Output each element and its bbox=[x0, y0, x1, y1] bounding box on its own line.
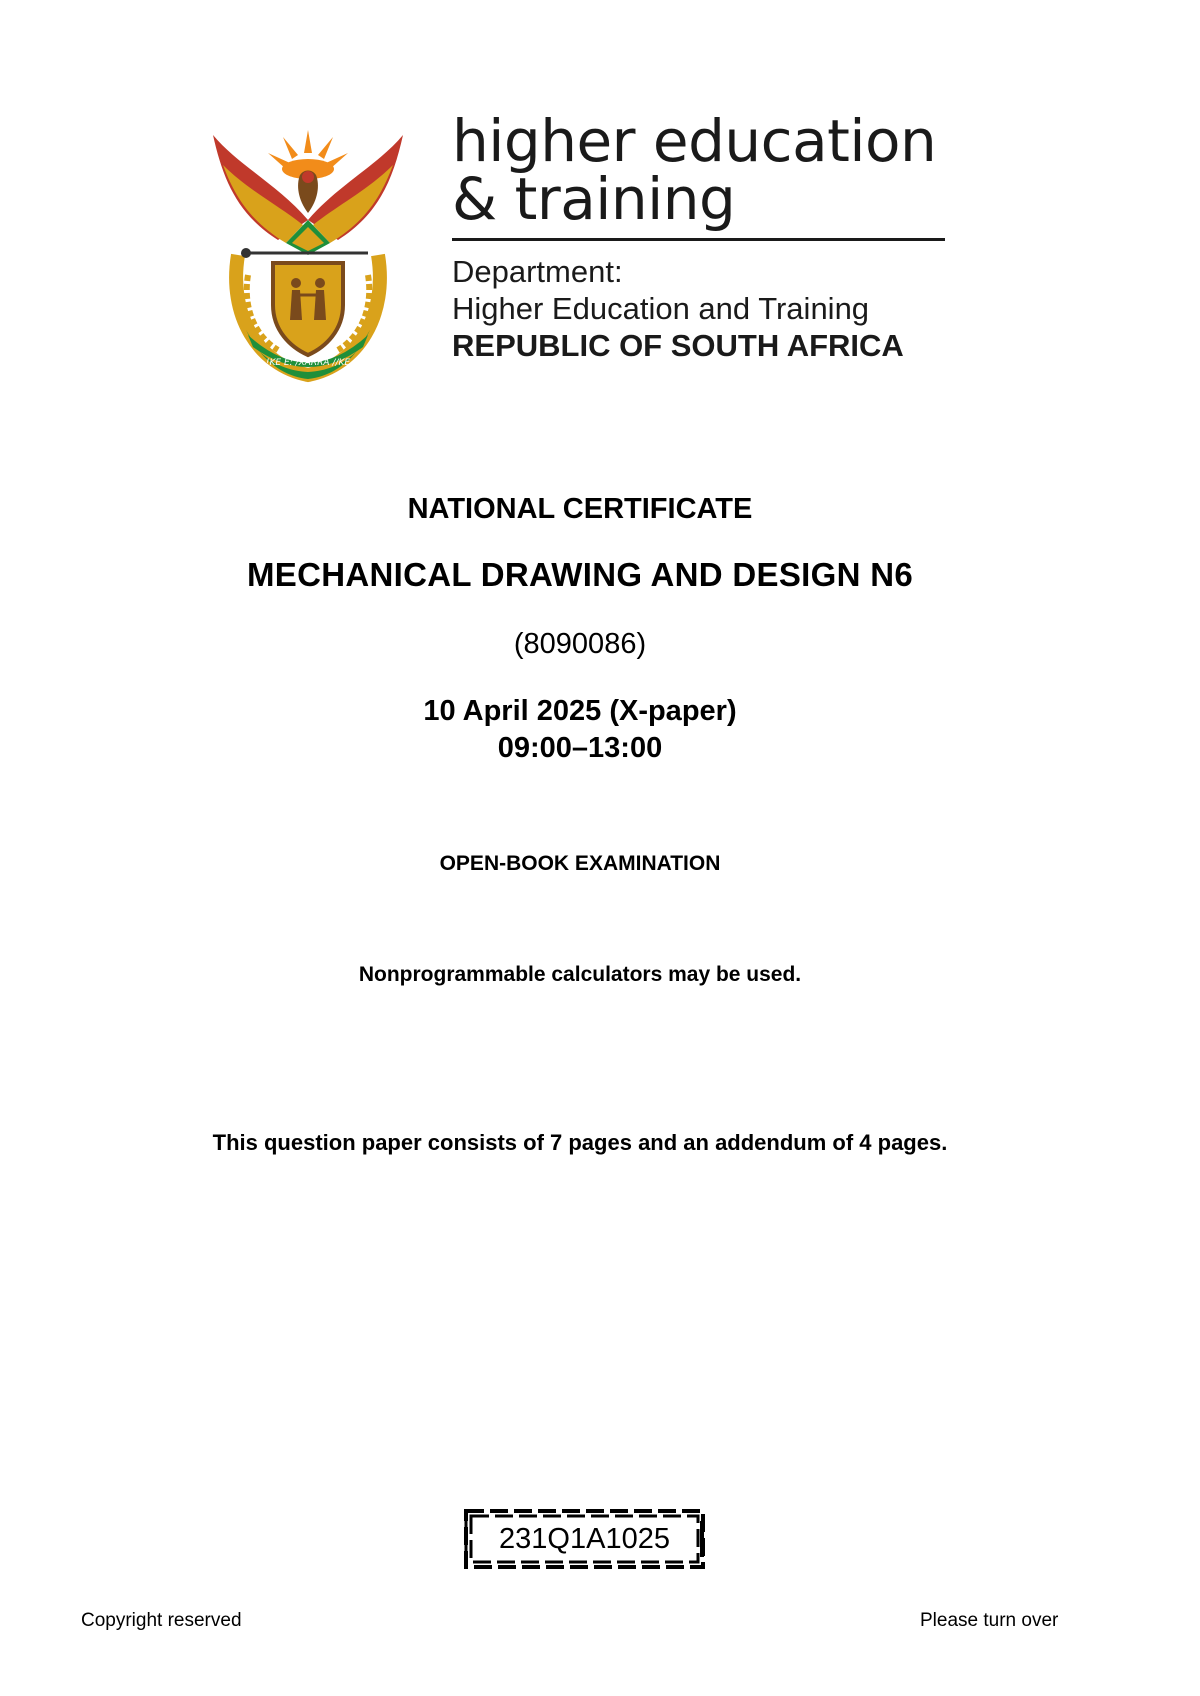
brand-title-line2: & training bbox=[452, 165, 736, 233]
coat-of-arms-logo bbox=[208, 125, 408, 387]
paper-code-stamp bbox=[462, 1507, 707, 1571]
paper-code: 231Q1A1025 bbox=[499, 1523, 670, 1555]
brand-title-line1: higher education bbox=[452, 107, 937, 175]
subject-title: MECHANICAL DRAWING AND DESIGN N6 bbox=[247, 556, 913, 593]
copyright-notice: Copyright reserved bbox=[81, 1610, 242, 1631]
subject-code: (8090086) bbox=[513, 628, 647, 660]
calculator-note: Nonprogrammable calculators may be used. bbox=[358, 963, 802, 986]
exam-type: OPEN-BOOK EXAMINATION bbox=[439, 852, 721, 875]
coat-of-arms-motto: !KE E: /XARRA //KE bbox=[265, 358, 351, 368]
exam-time: 09:00–13:00 bbox=[497, 732, 663, 764]
turn-over-notice: Please turn over bbox=[920, 1610, 1059, 1631]
department-branding bbox=[452, 107, 947, 365]
department-label: Department: bbox=[452, 254, 623, 289]
department-name: Higher Education and Training bbox=[452, 291, 870, 326]
country-name: REPUBLIC OF SOUTH AFRICA bbox=[452, 328, 904, 363]
page-count-note: This question paper consists of 7 pages and an addendum of 4 pages. bbox=[212, 1130, 948, 1155]
certificate-heading: NATIONAL CERTIFICATE bbox=[407, 493, 753, 525]
brand-divider bbox=[452, 238, 945, 241]
exam-date: 10 April 2025 (X-paper) bbox=[423, 695, 737, 727]
